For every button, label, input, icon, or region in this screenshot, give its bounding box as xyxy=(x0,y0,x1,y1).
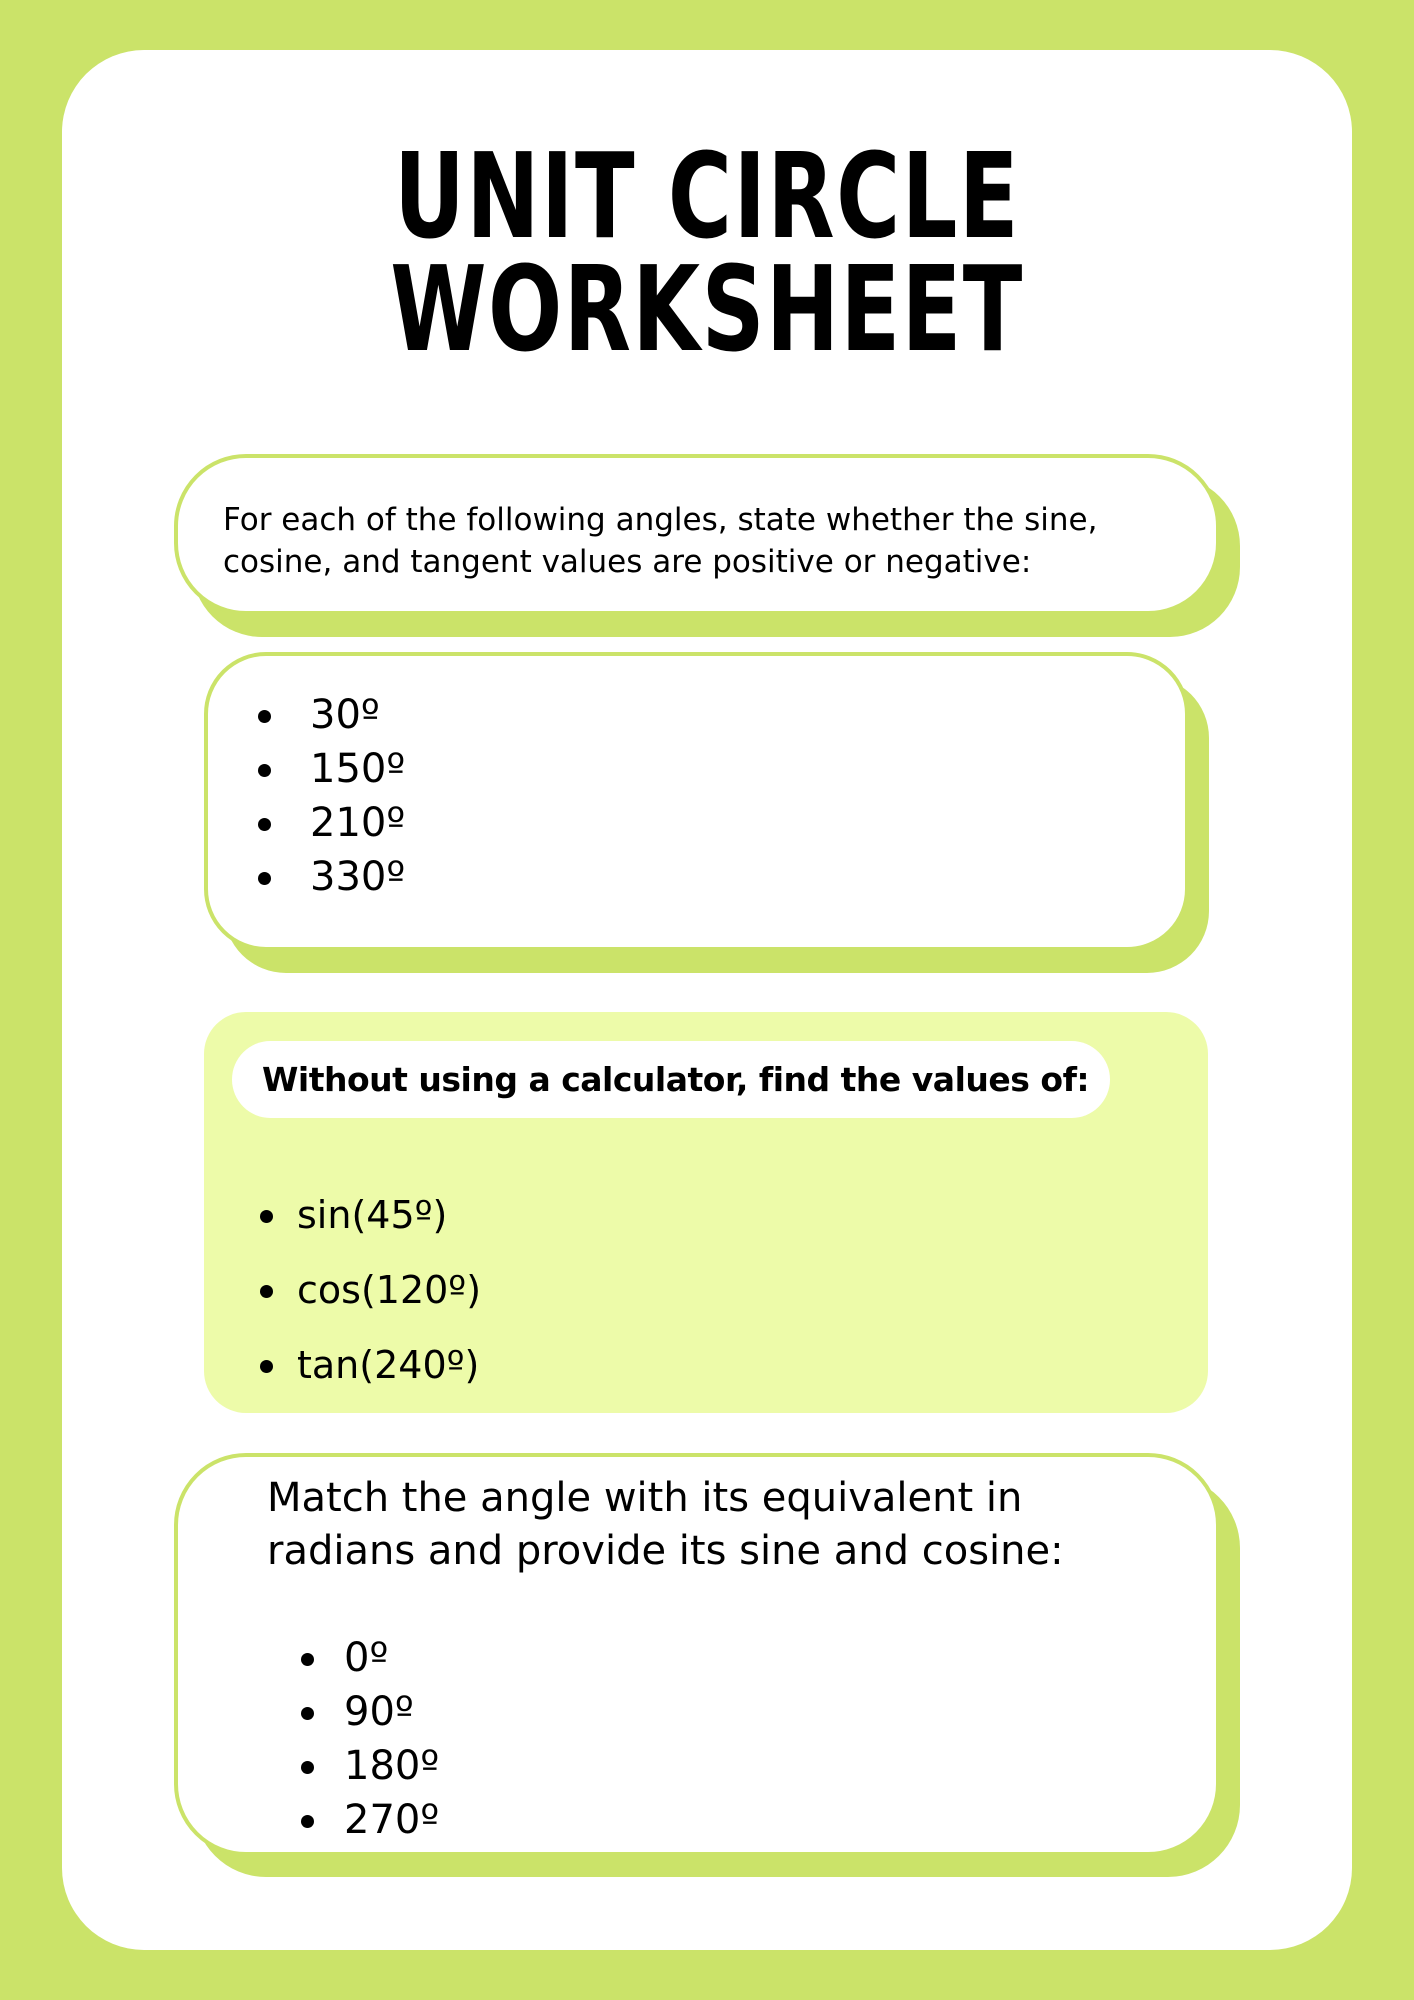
bullet-icon xyxy=(260,1360,273,1373)
list-item: 330º xyxy=(258,850,405,904)
list-item: 0º xyxy=(301,1631,439,1685)
bullet-icon xyxy=(258,872,271,885)
instruction-line: cosine, and tangent values are positive or negative: xyxy=(223,544,1032,580)
instruction-line: For each of the following angles, state whether the sine, xyxy=(223,502,1098,538)
list-item: sin(45º) xyxy=(260,1178,481,1253)
title-line-2: WORKSHEET xyxy=(390,240,1024,378)
values-heading: Without using a calculator, find the values of: xyxy=(262,1060,1090,1099)
bullet-icon xyxy=(301,1707,314,1720)
angle-list xyxy=(258,688,405,904)
title-line-1: UNIT CIRCLE xyxy=(394,127,1020,265)
instruction-line: radians and provide its sine and cosine: xyxy=(267,1528,1064,1574)
bullet-icon xyxy=(258,764,271,777)
bullet-icon xyxy=(258,818,271,831)
list-item: 150º xyxy=(258,742,405,796)
list-item: 30º xyxy=(258,688,405,742)
list-item: cos(120º) xyxy=(260,1253,481,1328)
bullet-icon xyxy=(258,710,271,723)
bullet-icon xyxy=(301,1761,314,1774)
bullet-icon xyxy=(301,1653,314,1666)
values-panel xyxy=(204,1012,1208,1413)
list-item: tan(240º) xyxy=(260,1328,481,1403)
instruction-text-1 xyxy=(223,499,1097,583)
radian-angle-list xyxy=(301,1631,439,1847)
list-item: 210º xyxy=(258,796,405,850)
bullet-icon xyxy=(301,1815,314,1828)
bullet-icon xyxy=(260,1285,273,1298)
instruction-line: Match the angle with its equivalent in xyxy=(267,1475,1023,1521)
list-item: 270º xyxy=(301,1793,439,1847)
page-title xyxy=(0,127,1414,378)
bullet-icon xyxy=(260,1210,273,1223)
values-list xyxy=(260,1178,481,1403)
list-item: 180º xyxy=(301,1739,439,1793)
list-item: 90º xyxy=(301,1685,439,1739)
instruction-text-3 xyxy=(267,1472,1064,1578)
